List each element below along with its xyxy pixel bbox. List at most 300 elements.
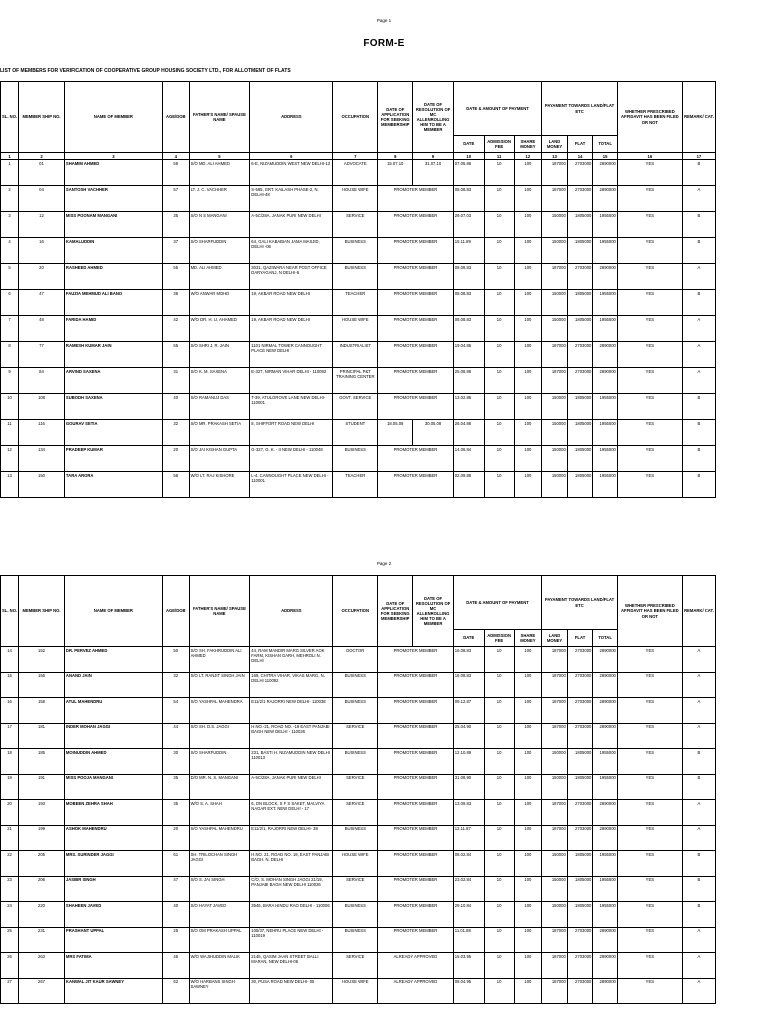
cell-land: 150000 xyxy=(542,394,568,420)
table-row xyxy=(1,264,716,290)
table-body-page-2 xyxy=(1,647,716,1004)
table-row xyxy=(1,212,716,238)
cell-aff: YES xyxy=(617,446,682,472)
cell-age: 50 xyxy=(162,647,189,673)
header-name: NAME OF MEMBER xyxy=(64,82,162,153)
cell-date: 11.01.88 xyxy=(453,927,484,953)
cell-age: 20 xyxy=(162,446,189,472)
cell-total: 2890000 xyxy=(593,698,618,724)
cell-mno: 134 xyxy=(19,446,65,472)
cell-land: 187000 xyxy=(542,647,568,673)
cell-date: 12.10.89 xyxy=(453,749,484,775)
page-number-1: Page 1 xyxy=(376,18,392,23)
header-occupation: OCCUPATION xyxy=(333,82,378,153)
cell-flat: 2703000 xyxy=(567,698,593,724)
cell-aff: YES xyxy=(617,851,682,877)
cell-name: ASHOK MAHENDRU xyxy=(64,825,162,851)
header-age: AGE/DOB xyxy=(162,576,189,647)
header-remark: REMARK/ CAT. xyxy=(682,82,715,153)
cell-flat: 1805000 xyxy=(567,420,593,446)
cell-cat: B xyxy=(682,160,715,186)
cell-age: 61 xyxy=(162,851,189,877)
index-cell: 16 xyxy=(617,153,682,160)
cell-sl: 14 xyxy=(1,647,19,673)
cell-address: A-5C/28A, JANAK PURI NEW DELHI xyxy=(250,774,333,800)
cell-occ: ADVOCATE xyxy=(333,160,378,186)
cell-cat: A xyxy=(682,264,715,290)
cell-total: 1955000 xyxy=(593,316,618,342)
cell-father: W/O ANWAR MOHD xyxy=(189,290,250,316)
table-row xyxy=(1,978,716,1004)
cell-flat: 1805000 xyxy=(567,851,593,877)
cell-aff: YES xyxy=(617,672,682,698)
cell-sl: 20 xyxy=(1,800,19,826)
header-flat: FLAT xyxy=(567,136,593,153)
index-cell: 15 xyxy=(593,153,618,160)
cell-adm: 10 xyxy=(484,368,514,394)
cell-land: 150000 xyxy=(542,851,568,877)
table-row xyxy=(1,672,716,698)
cell-dapp: PROMOTER MEMBER xyxy=(378,851,454,877)
cell-land: 187000 xyxy=(542,342,568,368)
cell-occ: DOCTOR xyxy=(333,647,378,673)
cell-flat: 2703000 xyxy=(567,978,593,1004)
cell-land: 150000 xyxy=(542,238,568,264)
cell-share: 100 xyxy=(514,876,542,902)
cell-cat: A xyxy=(682,368,715,394)
cell-aff: YES xyxy=(617,342,682,368)
table-row xyxy=(1,774,716,800)
cell-sl: 21 xyxy=(1,825,19,851)
cell-name: FARIDA HAMID xyxy=(64,316,162,342)
header-affidavit: WHETHER PRESCRIBED AFFIDAVIT HAS BEEN FILED OR NOT xyxy=(617,82,682,153)
cell-age: 57 xyxy=(162,186,189,212)
cell-flat: 1805000 xyxy=(567,876,593,902)
index-cell: 9 xyxy=(413,153,453,160)
cell-flat: 1805000 xyxy=(567,472,593,498)
cell-total: 2890000 xyxy=(593,160,618,186)
cell-age: 55 xyxy=(162,342,189,368)
cell-dapp: PROMOTER MEMBER xyxy=(378,446,454,472)
header-admission: ADMISSION FEE xyxy=(484,136,514,153)
cell-share: 100 xyxy=(514,647,542,673)
cell-mno: 47 xyxy=(19,290,65,316)
cell-father: S/O SHARFUDDIN xyxy=(189,749,250,775)
cell-share: 100 xyxy=(514,342,542,368)
cell-flat: 2703000 xyxy=(567,825,593,851)
cell-share: 100 xyxy=(514,316,542,342)
header-membership: MEMBER SHIP NO. xyxy=(19,576,65,647)
table-row xyxy=(1,472,716,498)
cell-dapp: PROMOTER MEMBER xyxy=(378,723,454,749)
cell-mno: 48 xyxy=(19,316,65,342)
table-row xyxy=(1,420,716,446)
cell-flat: 2703000 xyxy=(567,160,593,186)
cell-mno: 04 xyxy=(19,186,65,212)
cell-date: 02.09.88 xyxy=(453,472,484,498)
cell-name: JASBIR SINGH xyxy=(64,876,162,902)
cell-flat: 2703000 xyxy=(567,368,593,394)
header-address: ADDRESS xyxy=(250,82,333,153)
cell-adm: 10 xyxy=(484,723,514,749)
cell-adm: 10 xyxy=(484,316,514,342)
cell-adm: 10 xyxy=(484,953,514,979)
cell-cat: B xyxy=(682,212,715,238)
cell-mno: 16 xyxy=(19,238,65,264)
header-date: DATE xyxy=(453,630,484,647)
cell-aff: YES xyxy=(617,160,682,186)
table-row xyxy=(1,446,716,472)
cell-occ: BUSINESS xyxy=(333,238,378,264)
table-row xyxy=(1,800,716,826)
cell-share: 100 xyxy=(514,749,542,775)
cell-father: S/O HAYAT JAVED xyxy=(189,902,250,928)
cell-father: W/O HARBANS SINGH SAWNEY xyxy=(189,978,250,1004)
cell-father: S/O SHARFUDDIN xyxy=(189,238,250,264)
cell-sl: 1 xyxy=(1,160,19,186)
cell-address: T-39, ATULGROVE LANE NEW DELHI- 110001 xyxy=(250,394,333,420)
cell-father: S/O S. JAI SINGH xyxy=(189,876,250,902)
cell-age: 40 xyxy=(162,394,189,420)
cell-sl: 5 xyxy=(1,264,19,290)
cell-adm: 10 xyxy=(484,394,514,420)
cell-land: 187000 xyxy=(542,368,568,394)
cell-mno: 199 xyxy=(19,825,65,851)
header-total: TOTAL xyxy=(593,136,618,153)
cell-dapp: PROMOTER MEMBER xyxy=(378,774,454,800)
cell-date: 31.08.90 xyxy=(453,774,484,800)
index-cell: 8 xyxy=(378,153,413,160)
cell-name: FAUZIA MEHMUD ALI BANO xyxy=(64,290,162,316)
cell-age: 62 xyxy=(162,978,189,1004)
cell-total: 1955000 xyxy=(593,902,618,928)
index-cell: 6 xyxy=(250,153,333,160)
cell-cat: A xyxy=(682,927,715,953)
cell-total: 2890000 xyxy=(593,342,618,368)
cell-land: 187000 xyxy=(542,825,568,851)
cell-cat: B xyxy=(682,446,715,472)
cell-occ: BUSINESS xyxy=(333,749,378,775)
cell-sl: 10 xyxy=(1,394,19,420)
cell-address: 3546, BARA HINDU RAO DELHI - 110006 xyxy=(250,902,333,928)
cell-occ: SERVICE xyxy=(333,774,378,800)
cell-address: E11/2/1, RAJORRI NEW DELHI- 38 xyxy=(250,825,333,851)
cell-occ: STUDENT xyxy=(333,420,378,446)
header-date: DATE xyxy=(453,136,484,153)
cell-flat: 1805000 xyxy=(567,774,593,800)
cell-sl: 18 xyxy=(1,749,19,775)
index-cell: 13 xyxy=(542,153,568,160)
cell-total: 2890000 xyxy=(593,978,618,1004)
cell-mno: 191 xyxy=(19,774,65,800)
cell-father: SH. TRILOCHAN SINGH JAGGI xyxy=(189,851,250,877)
cell-land: 150000 xyxy=(542,420,568,446)
cell-mno: 267 xyxy=(19,978,65,1004)
cell-total: 2890000 xyxy=(593,368,618,394)
cell-address: L-4, CANNOUGHT PLACE NEW DELHI - 110001 xyxy=(250,472,333,498)
header-admission: ADMISSION FEE xyxy=(484,630,514,647)
cell-dapp: PROMOTER MEMBER xyxy=(378,647,454,673)
cell-address: 1101 NIRMAL TOWER CANNOUGHT PLACE NEW DELHI xyxy=(250,342,333,368)
cell-name: MRS FATIMA xyxy=(64,953,162,979)
index-cell: 7 xyxy=(333,153,378,160)
cell-aff: YES xyxy=(617,902,682,928)
header-sl: SL. NO. xyxy=(1,82,19,153)
cell-dapp: PROMOTER MEMBER xyxy=(378,186,454,212)
cell-sl: 16 xyxy=(1,698,19,724)
cell-dapp: ALREADY APPROVED xyxy=(378,953,454,979)
cell-cat: B xyxy=(682,851,715,877)
cell-occ: BUSINESS xyxy=(333,825,378,851)
cell-name: MOINUDDIN AHMED xyxy=(64,749,162,775)
cell-land: 150000 xyxy=(542,774,568,800)
cell-sl: 11 xyxy=(1,420,19,446)
cell-adm: 10 xyxy=(484,647,514,673)
cell-cat: B xyxy=(682,238,715,264)
cell-address: 3031, QAZIWARA NEAR POST OFFICE DARYAGANJ, N DELHI-6 xyxy=(250,264,333,290)
cell-father: S/O OM PRAKASH UPPAL xyxy=(189,927,250,953)
header-share: SHARE MONEY xyxy=(514,630,542,647)
cell-adm: 10 xyxy=(484,749,514,775)
cell-address: 105/37, NEHRU PLACE NEW DELHI - 110019 xyxy=(250,927,333,953)
cell-name: ARVIND SAXENA xyxy=(64,368,162,394)
cell-cat: B xyxy=(682,290,715,316)
cell-total: 2890000 xyxy=(593,672,618,698)
cell-age: 37 xyxy=(162,238,189,264)
cell-dapp: PROMOTER MEMBER xyxy=(378,264,454,290)
cell-name: GOURAV SETIA xyxy=(64,420,162,446)
cell-date: 23.02.84 xyxy=(453,876,484,902)
cell-mno: 150 xyxy=(19,472,65,498)
cell-mno: 220 xyxy=(19,902,65,928)
cell-sl: 15 xyxy=(1,672,19,698)
cell-share: 100 xyxy=(514,394,542,420)
cell-age: 47 xyxy=(162,876,189,902)
cell-sl: 22 xyxy=(1,851,19,877)
cell-date: 15.11.89 xyxy=(453,238,484,264)
cell-name: SHAMIM AHMED xyxy=(64,160,162,186)
cell-cat: A xyxy=(682,672,715,698)
cell-age: 35 xyxy=(162,800,189,826)
cell-occ: TEACHER xyxy=(333,472,378,498)
cell-sl: 13 xyxy=(1,472,19,498)
cell-father: S/O RAMANUJ DAS xyxy=(189,394,250,420)
header-date-application: DATE OF APPLICATION FOR SEEKING MEMBERSHIP xyxy=(378,576,413,647)
cell-sl: 27 xyxy=(1,978,19,1004)
cell-name: KAMALUDDIN xyxy=(64,238,162,264)
cell-cat: A xyxy=(682,825,715,851)
cell-name: RAMESH KUMAR JAIN xyxy=(64,342,162,368)
cell-father: S/O JAI KISHAN GUPTA xyxy=(189,446,250,472)
cell-flat: 2703000 xyxy=(567,342,593,368)
cell-mno: 116 xyxy=(19,420,65,446)
cell-sl: 3 xyxy=(1,212,19,238)
cell-dapp: PROMOTER MEMBER xyxy=(378,749,454,775)
cell-occ: HOUSE WIFE xyxy=(333,186,378,212)
cell-sl: 8 xyxy=(1,342,19,368)
table-row xyxy=(1,368,716,394)
cell-date: 15.03.95 xyxy=(453,953,484,979)
cell-total: 2890000 xyxy=(593,186,618,212)
index-cell: 17 xyxy=(682,153,715,160)
cell-aff: YES xyxy=(617,927,682,953)
table-row xyxy=(1,723,716,749)
cell-land: 187000 xyxy=(542,953,568,979)
header-towards: PAYAMENT TOWARDS LAND/FLAT ETC xyxy=(542,82,618,136)
cell-address: 30, PUSA ROAD NEW DELHI- 05 xyxy=(250,978,333,1004)
header-address: ADDRESS xyxy=(250,576,333,647)
cell-flat: 2703000 xyxy=(567,186,593,212)
cell-age: 20 xyxy=(162,825,189,851)
header-occupation: OCCUPATION xyxy=(333,576,378,647)
header-flat: FLAT xyxy=(567,630,593,647)
cell-date: 29.07.03 xyxy=(453,212,484,238)
cell-total: 1955000 xyxy=(593,212,618,238)
cell-total: 1955000 xyxy=(593,876,618,902)
table-row xyxy=(1,290,716,316)
cell-date: 13.02.86 xyxy=(453,394,484,420)
cell-dapp: PROMOTER MEMBER xyxy=(378,212,454,238)
cell-age: 59 xyxy=(162,160,189,186)
cell-address: H.NO.-21, ROAD NO. -19 EAST PANJABI BAGH NEW DELHI - 110026 xyxy=(250,723,333,749)
cell-cat: A xyxy=(682,953,715,979)
table-row xyxy=(1,902,716,928)
index-cell: 10 xyxy=(453,153,484,160)
table-row xyxy=(1,876,716,902)
cell-cat: A xyxy=(682,316,715,342)
cell-dapp: PROMOTER MEMBER xyxy=(378,238,454,264)
table-row xyxy=(1,851,716,877)
cell-mno: 01 xyxy=(19,160,65,186)
cell-aff: YES xyxy=(617,800,682,826)
cell-occ: HOUSE WIFE xyxy=(333,316,378,342)
cell-flat: 2703000 xyxy=(567,953,593,979)
table-row xyxy=(1,953,716,979)
cell-address: 169, CHITRA VIHAR, VIKAS MARG, N. DELHI 110092 xyxy=(250,672,333,698)
cell-age: 45 xyxy=(162,953,189,979)
cell-flat: 1805000 xyxy=(567,238,593,264)
cell-cat: B xyxy=(682,472,715,498)
cell-name: MISS POONAM MANGANI xyxy=(64,212,162,238)
cell-land: 187000 xyxy=(542,264,568,290)
cell-mno: 193 xyxy=(19,800,65,826)
cell-age: 32 xyxy=(162,672,189,698)
cell-father: S/O YASHPAL MAHENDRA xyxy=(189,698,250,724)
cell-aff: YES xyxy=(617,723,682,749)
cell-sl: 26 xyxy=(1,953,19,979)
cell-total: 2890000 xyxy=(593,647,618,673)
cell-dapp: PROMOTER MEMBER xyxy=(378,927,454,953)
cell-adm: 10 xyxy=(484,212,514,238)
cell-mno: 77 xyxy=(19,342,65,368)
cell-mno: 206 xyxy=(19,876,65,902)
cell-flat: 2703000 xyxy=(567,927,593,953)
cell-age: 32 xyxy=(162,420,189,446)
cell-dres: 30.05.08 xyxy=(413,420,453,446)
cell-mno: 158 xyxy=(19,698,65,724)
cell-date: 25.04.90 xyxy=(453,723,484,749)
cell-sl: 19 xyxy=(1,774,19,800)
cell-sl: 7 xyxy=(1,316,19,342)
cell-father: W/O WAJIHUDDIN MALIK xyxy=(189,953,250,979)
cell-father: LT. J. C. VACHHER xyxy=(189,186,250,212)
cell-share: 100 xyxy=(514,902,542,928)
cell-name: MRS. SURINDER JAGGI xyxy=(64,851,162,877)
cell-occ: BUSINESS xyxy=(333,446,378,472)
cell-adm: 10 xyxy=(484,672,514,698)
table-row xyxy=(1,316,716,342)
cell-cat: A xyxy=(682,186,715,212)
cell-father: S/O SHRI J. R. JAIN xyxy=(189,342,250,368)
cell-land: 187000 xyxy=(542,723,568,749)
cell-share: 100 xyxy=(514,825,542,851)
cell-father: S/O SH. D.S. JAGGI xyxy=(189,723,250,749)
cell-occ: SERVICE xyxy=(333,876,378,902)
cell-adm: 10 xyxy=(484,825,514,851)
cell-name: SHAHEEN JAVED xyxy=(64,902,162,928)
cell-total: 1955000 xyxy=(593,290,618,316)
header-date-resolution: DATE OF RESOLUTION OF MC ALLENROLLING HIM TO BE A MEMBER xyxy=(413,82,453,153)
cell-mno: 20 xyxy=(19,264,65,290)
cell-father: S/O N S MANGANI xyxy=(189,212,250,238)
cell-adm: 10 xyxy=(484,851,514,877)
cell-sl: 4 xyxy=(1,238,19,264)
cell-total: 1955000 xyxy=(593,420,618,446)
cell-total: 2890000 xyxy=(593,800,618,826)
cell-dapp: 18.05.08 xyxy=(378,420,413,446)
cell-dapp: PROMOTER MEMBER xyxy=(378,876,454,902)
cell-land: 187000 xyxy=(542,672,568,698)
cell-flat: 1805000 xyxy=(567,212,593,238)
cell-occ: TEACHER xyxy=(333,290,378,316)
table-body-page-1 xyxy=(1,153,716,498)
cell-aff: YES xyxy=(617,774,682,800)
cell-aff: YES xyxy=(617,186,682,212)
cell-cat: B xyxy=(682,420,715,446)
cell-land: 150000 xyxy=(542,290,568,316)
cell-total: 2890000 xyxy=(593,264,618,290)
cell-date: 29.10.84 xyxy=(453,902,484,928)
cell-dres: 31.07.10 xyxy=(413,160,453,186)
cell-share: 100 xyxy=(514,953,542,979)
cell-address: C/O, S. MOHAN SINGH JAGGI 21/19, PANJABI BAGH NEW DELHI 110026 xyxy=(250,876,333,902)
cell-age: 30 xyxy=(162,749,189,775)
cell-aff: YES xyxy=(617,472,682,498)
cell-land: 150000 xyxy=(542,876,568,902)
cell-adm: 10 xyxy=(484,446,514,472)
cell-total: 1955000 xyxy=(593,774,618,800)
cell-share: 100 xyxy=(514,368,542,394)
cell-occ: BUSINESS xyxy=(333,927,378,953)
cell-date: 16.08.83 xyxy=(453,672,484,698)
cell-share: 100 xyxy=(514,472,542,498)
cell-share: 100 xyxy=(514,290,542,316)
cell-father: S/O MR. PRAKASH SETIA xyxy=(189,420,250,446)
cell-cat: B xyxy=(682,902,715,928)
cell-adm: 10 xyxy=(484,264,514,290)
cell-cat: A xyxy=(682,978,715,1004)
cell-total: 1955000 xyxy=(593,446,618,472)
header-affidavit: WHETHER PRESCRIBED AFFIDAVIT HAS BEEN FILED OR NOT xyxy=(617,576,682,647)
cell-land: 187000 xyxy=(542,186,568,212)
cell-occ: BUSINESS xyxy=(333,902,378,928)
cell-date: 07.05.86 xyxy=(453,160,484,186)
cell-flat: 1805000 xyxy=(567,316,593,342)
index-cell: 12 xyxy=(514,153,542,160)
cell-occ: BUSINESS xyxy=(333,698,378,724)
cell-total: 2890000 xyxy=(593,825,618,851)
cell-age: 58 xyxy=(162,472,189,498)
